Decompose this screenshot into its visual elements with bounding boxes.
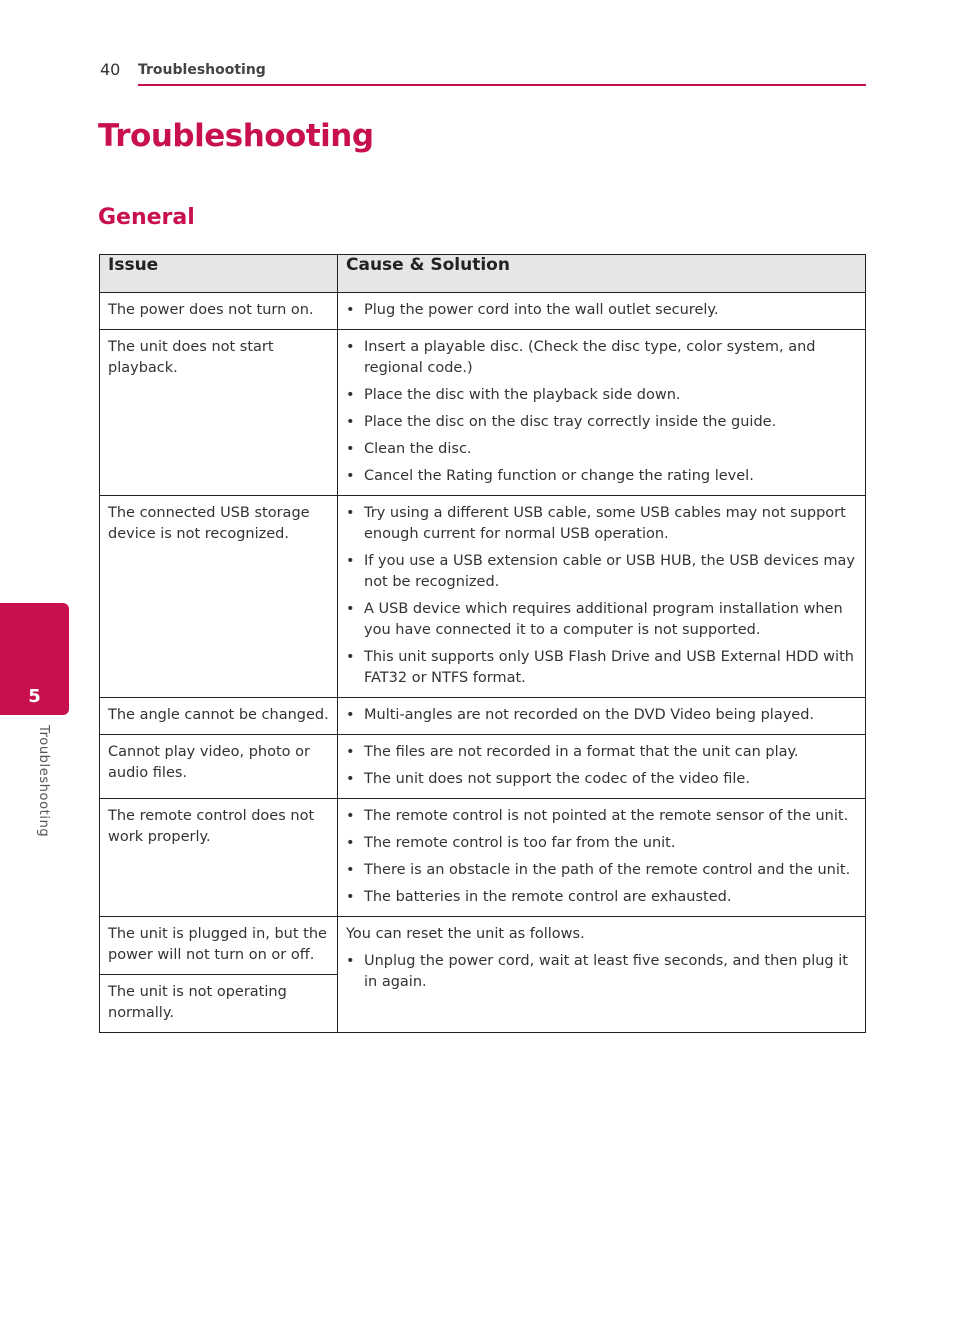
solution-cell	[338, 698, 866, 735]
issue-cell: The connected USB storage device is not recognized.	[100, 496, 338, 698]
solution-cell	[338, 496, 866, 698]
solution-list	[346, 300, 857, 321]
solution-item: • Clean the disc.	[346, 439, 857, 460]
section-title: General	[98, 205, 195, 230]
solution-list	[346, 337, 857, 487]
table-row	[100, 698, 866, 735]
table-header-row	[100, 255, 866, 293]
solution-item: • The batteries in the remote control are exhausted.	[346, 887, 857, 908]
solution-intro: You can reset the unit as follows.	[346, 926, 585, 942]
solution-item: • Cancel the Rating function or change the rating level.	[346, 466, 857, 487]
table-row	[100, 496, 866, 698]
solution-item: • If you use a USB extension cable or USB HUB, the USB devices may not be recognized.	[346, 551, 857, 593]
solution-item: • Place the disc on the disc tray correctly inside the guide.	[346, 412, 857, 433]
chapter-label: Troubleshooting	[36, 725, 51, 838]
solution-item: • The remote control is not pointed at the remote sensor of the unit.	[346, 806, 857, 827]
solution-cell	[338, 293, 866, 330]
solution-item: • A USB device which requires additional program installation when you have connected it to a computer is not supported.	[346, 599, 857, 641]
page-title: Troubleshooting	[98, 118, 374, 154]
column-header-cause-solution: Cause & Solution	[338, 255, 866, 293]
solution-item: • There is an obstacle in the path of the remote control and the unit.	[346, 860, 857, 881]
solution-list	[346, 705, 857, 726]
page-header	[100, 58, 866, 86]
troubleshooting-table	[99, 254, 866, 1033]
solution-item: • The unit does not support the codec of the video file.	[346, 769, 857, 790]
header-rule	[138, 84, 866, 86]
issue-cell: Cannot play video, photo or audio files.	[100, 735, 338, 799]
table-row	[100, 293, 866, 330]
table-row	[100, 799, 866, 917]
column-header-issue: Issue	[100, 255, 338, 293]
solution-item: • Multi-angles are not recorded on the DVD Video being played.	[346, 705, 857, 726]
solution-item: • Try using a different USB cable, some USB cables may not support enough current for normal USB operation.	[346, 503, 857, 545]
solution-item: • Plug the power cord into the wall outlet securely.	[346, 300, 857, 321]
issue-cell: The unit is plugged in, but the power will not turn on or off.	[100, 917, 338, 975]
table-row	[100, 917, 866, 975]
solution-cell	[338, 799, 866, 917]
solution-item: • The remote control is too far from the unit.	[346, 833, 857, 854]
page-number: 40	[100, 60, 121, 79]
issue-cell: The power does not turn on.	[100, 293, 338, 330]
solution-list	[346, 742, 857, 790]
solution-list	[346, 951, 857, 993]
solution-cell	[338, 735, 866, 799]
solution-item: • The files are not recorded in a format that the unit can play.	[346, 742, 857, 763]
solution-item: • Insert a playable disc. (Check the disc type, color system, and regional code.)	[346, 337, 857, 379]
solution-list	[346, 503, 857, 689]
solution-cell	[338, 330, 866, 496]
issue-cell: The angle cannot be changed.	[100, 698, 338, 735]
issue-cell: The remote control does not work properly.	[100, 799, 338, 917]
solution-cell	[338, 917, 866, 1033]
solution-item: • This unit supports only USB Flash Drive and USB External HDD with FAT32 or NTFS format.	[346, 647, 857, 689]
issue-cell: The unit is not operating normally.	[100, 975, 338, 1033]
table-row	[100, 330, 866, 496]
solution-item: • Place the disc with the playback side down.	[346, 385, 857, 406]
solution-item: • Unplug the power cord, wait at least five seconds, and then plug it in again.	[346, 951, 857, 993]
solution-list	[346, 806, 857, 908]
table-row	[100, 735, 866, 799]
header-section-title: Troubleshooting	[138, 62, 266, 78]
chapter-number: 5	[28, 686, 41, 707]
issue-cell: The unit does not start playback.	[100, 330, 338, 496]
